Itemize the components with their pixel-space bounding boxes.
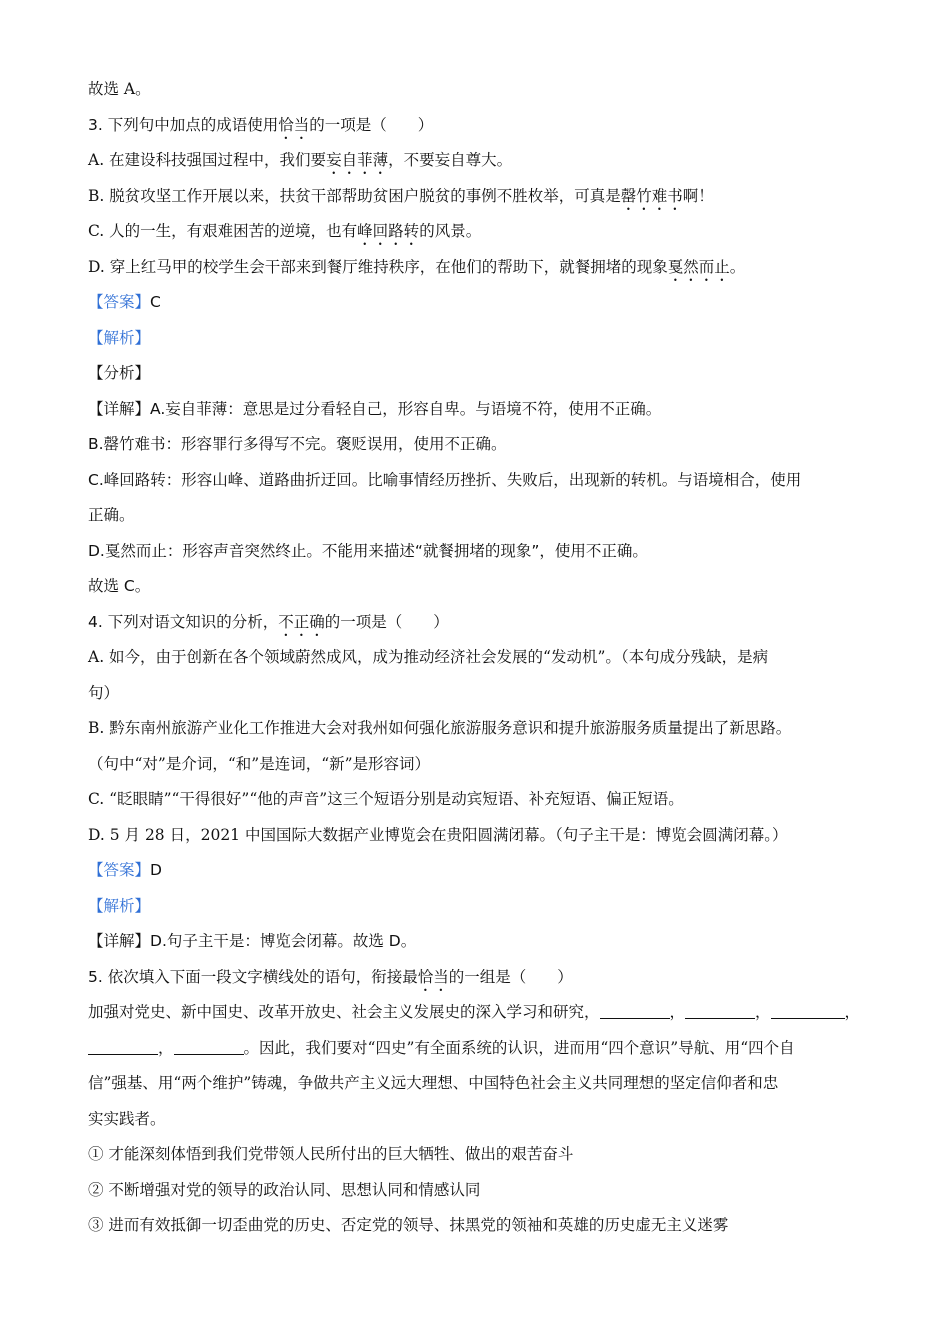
analysis-3-subhead: 【分析】 — [88, 364, 151, 382]
question-4-option-b-line1: B. 黔东南州旅游产业化工作推进大会对我州如何强化旅游服务意识和提升旅游服务质量提出了新思路。 — [88, 719, 792, 737]
detail-4: 【详解】D.句子主干是：博览会闭幕。故选 D。 — [88, 932, 417, 950]
emphasis-dots: 恰当 — [417, 967, 449, 986]
question-4-option-c: C. “眨眼睛”“干得很好”“他的声音”这三个短语分别是动宾短语、补充短语、偏正短语。 — [88, 790, 684, 808]
question-3-option-a: A. 在建设科技强国过程中，我们要妄自菲薄，不要妄自尊大。 — [88, 151, 513, 169]
analysis-4-tag: 【解析】 — [88, 896, 151, 915]
answer-value: D — [150, 861, 162, 879]
question-4-stem: 4. 下列对语文知识的分析，不正确的一项是（ ） — [88, 612, 449, 631]
question-3-stem: 3. 下列句中加点的成语使用恰当的一项是（ ） — [88, 115, 434, 134]
fill-blank — [174, 1036, 244, 1055]
sentence-option-3: ③ 进而有效抵御一切歪曲党的历史、否定党的领导、抹黑党的领袖和英雄的历史虚无主义迷雾 — [88, 1216, 729, 1234]
passage-5-line1: 加强对党史、新中国史、改革开放史、社会主义发展史的深入学习和研究， ， ， ， — [88, 995, 868, 1031]
detail-3-d: D.戛然而止：形容声音突然终止。不能用来描述“就餐拥堵的现象”，使用不正确。 — [88, 541, 648, 560]
passage-5-line4: 实实践者。 — [88, 1109, 166, 1128]
passage-5-line3: 信”强基、用“两个维护”铸魂，争做共产主义远大理想、中国特色社会主义共同理想的坚定信仰者和忠 — [88, 1074, 779, 1092]
answer-tag: 【答案】 — [88, 861, 151, 879]
emphasis-dots: 恰当 — [278, 115, 310, 134]
detail-3-a: 【详解】A.妄自菲薄：意思是过分看轻自己，形容自卑。与语境不符，使用不正确。 — [88, 399, 662, 418]
fill-blank — [771, 1000, 845, 1019]
analysis-3-tag: 【解析】 — [88, 328, 151, 347]
answer-4 — [88, 853, 868, 889]
question-3-option-b: B. 脱贫攻坚工作开展以来，扶贫干部帮助贫困户脱贫的事例不胜枚举，可真是罄竹难书啊！ — [88, 186, 714, 205]
question-5-stem: 5. 依次填入下面一段文字横线处的语句，衔接最恰当的一组是（ ） — [88, 967, 573, 986]
emphasis-dots: 不正确 — [278, 612, 325, 631]
fill-blank — [685, 1000, 755, 1019]
question-3-option-c: C. 人的一生，有艰难困苦的逆境，也有峰回路转的风景。 — [88, 222, 482, 240]
answer-value: C — [150, 293, 161, 311]
question-4-option-b-line2: （句中“对”是介词，“和”是连词，“新”是形容词） — [88, 754, 431, 773]
detail-3-c-line1: C.峰回路转：形容山峰、道路曲折迂回。比喻事情经历挫折、失败后，出现新的转机。与语境相合，使用 — [88, 470, 802, 489]
question-3-option-d: D. 穿上红马甲的校学生会干部来到餐厅维持秩序，在他们的帮助下，就餐拥堵的现象戛然而止。 — [88, 257, 746, 276]
question-4-option-a-line1: A. 如今，由于创新在各个领域蔚然成风，成为推动经济社会发展的“发动机”。（本句成分残缺，是病 — [88, 648, 769, 666]
sentence-option-2: ② 不断增强对党的领导的政治认同、思想认同和情感认同 — [88, 1180, 481, 1199]
document-body — [88, 72, 868, 1244]
answer-3 — [88, 285, 868, 321]
sentence-option-1: ① 才能深刻体悟到我们党带领人民所付出的巨大牺牲、做出的艰苦奋斗 — [88, 1145, 574, 1163]
fill-blank — [88, 1036, 158, 1055]
emphasis-dots: 峰回路转 — [357, 222, 420, 240]
question-4-option-a-line2: 句） — [88, 683, 120, 702]
answer-tag: 【答案】 — [88, 293, 151, 311]
detail-3-c-line2: 正确。 — [88, 506, 135, 524]
detail-3-b: B.罄竹难书：形容罪行多得写不完。褒贬误用，使用不正确。 — [88, 435, 507, 453]
question-4-option-d: D. 5 月 28 日，2021 中国国际大数据产业博览会在贵阳圆满闭幕。（句子主干是：博览会圆满闭幕。） — [88, 825, 788, 844]
conclusion-3: 故选 C。 — [88, 577, 151, 595]
emphasis-dots: 罄竹难书 — [620, 186, 683, 205]
passage-5-line2: ， 。因此，我们要对“四史”有全面系统的认识，进而用“四个意识”导航、用“四个自 — [88, 1031, 868, 1067]
emphasis-dots: 妄自菲薄 — [326, 151, 389, 169]
emphasis-dots: 戛然而止 — [667, 257, 730, 276]
fill-blank — [600, 1000, 670, 1019]
conclusion-line: 故选 A。 — [88, 80, 151, 98]
